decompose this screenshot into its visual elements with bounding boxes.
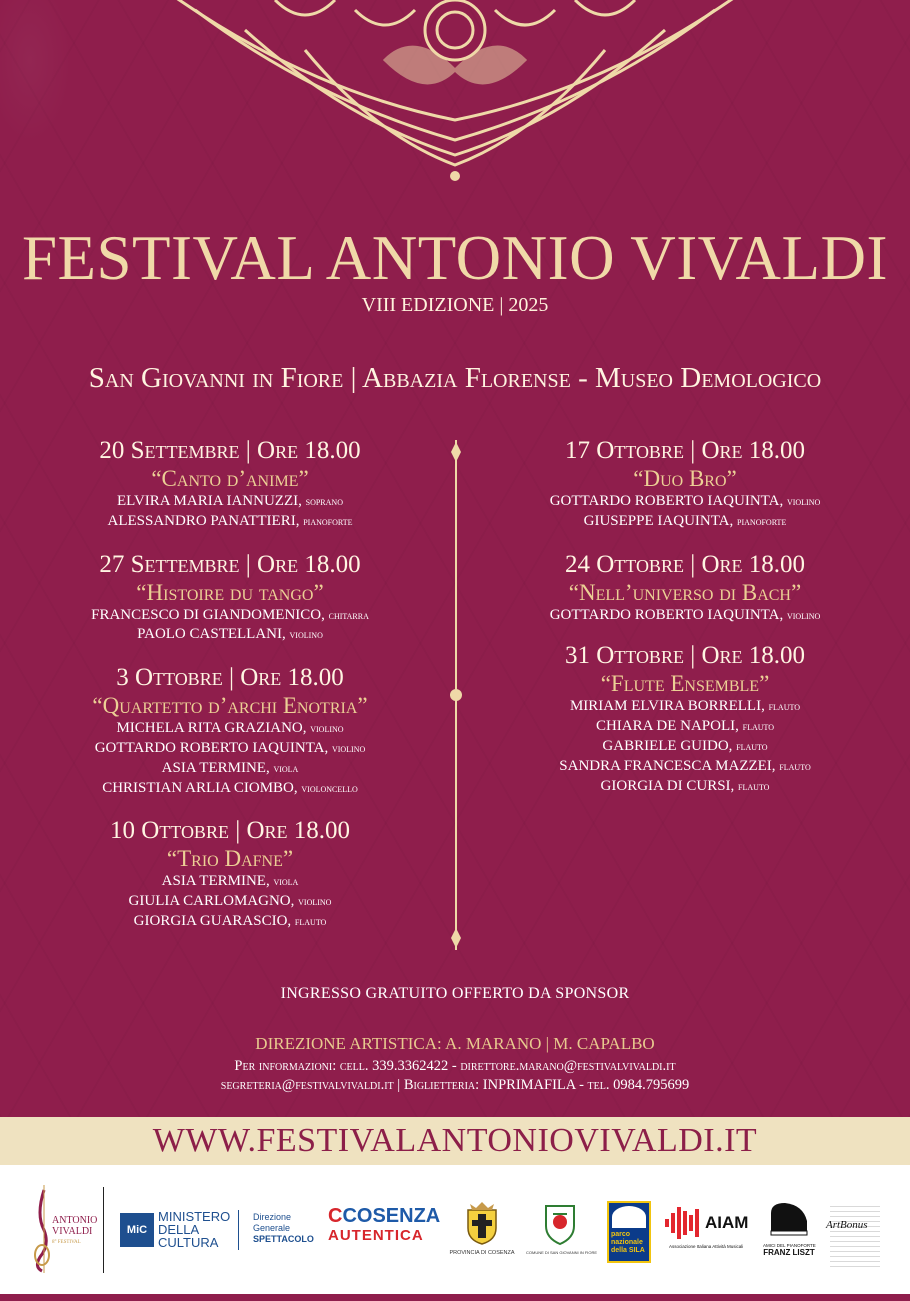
performer-line: MICHELA RITA GRAZIANO, violino (116, 720, 344, 737)
logo-text: ArtBonus (826, 1219, 868, 1231)
performer-line: GOTTARDO ROBERTO IAQUINTA, violino (549, 493, 821, 509)
logo-text: SPETTACOLO (253, 1234, 314, 1244)
performer-line: GIULIA CARLOMAGNO, violino (128, 893, 332, 910)
sponsor-divider (103, 1187, 104, 1273)
performer-line: SANDRA FRANCESCA MAZZEI, flauto (559, 757, 811, 774)
performer-line: ASIA TERMINE, viola (161, 873, 299, 890)
logo-text: COSENZA (342, 1205, 441, 1227)
sila-mountain-icon (612, 1206, 646, 1228)
free-entry-note: INGRESSO GRATUITO OFFERTO DA SPONSOR (280, 985, 630, 1002)
logo-text: MINISTERO (158, 1209, 231, 1224)
logo-text: 8° FESTIVAL (52, 1240, 81, 1245)
logo-text: VIVALDI (52, 1226, 93, 1237)
performer-line: GIORGIA DI CURSI, flauto (600, 777, 770, 794)
event-item (40, 663, 420, 798)
logo-text: AIAM (705, 1213, 749, 1232)
performer-line: GOTTARDO ROBERTO IAQUINTA, violino (549, 606, 821, 623)
logo-text: parco (611, 1231, 631, 1238)
performer-line: GIUSEPPE IAQUINTA, pianoforte (583, 512, 787, 529)
performer-line: MIRIAM ELVIRA BORRELLI, flauto (569, 698, 801, 715)
logo-text: Direzione (253, 1212, 292, 1222)
program-left-column (40, 436, 420, 950)
event-date: 27 Settembre | Ore 18.00 (99, 550, 361, 578)
logo-text: AUTENTICA (328, 1227, 424, 1244)
performer-line: CHIARA DE NAPOLI, flauto (595, 718, 775, 735)
logo-text: Generale (253, 1223, 291, 1233)
performer-line: ASIA TERMINE, viola (161, 759, 299, 776)
logo-text: DELLA (158, 1222, 200, 1237)
logo-caption: PROVINCIA DI COSENZA (449, 1250, 515, 1256)
event-item (40, 436, 420, 532)
performer-line: PAOLO CASTELLANI, violino (137, 626, 323, 643)
event-title: “Histoire du tango” (136, 579, 324, 605)
contact-info-line: Per informazioni: cell. 339.3362422 - direttore.marano@festivalvivaldi.it (234, 1058, 676, 1074)
event-title: “Canto d’anime” (151, 466, 309, 491)
grand-piano-icon (767, 1201, 811, 1239)
program-right-column (495, 436, 875, 814)
event-date: 20 Settembre | Ore 18.00 (99, 437, 361, 464)
performer-line: ELVIRA MARIA IANNUZZI, soprano (117, 493, 343, 509)
performer-line: GOTTARDO ROBERTO IAQUINTA, violino (94, 739, 366, 756)
performer-line: FRANCESCO DI GIANDOMENICO, chitarra (91, 606, 369, 623)
logo-text: della SILA (611, 1247, 645, 1254)
event-title: “Duo Bro” (633, 466, 737, 491)
performer-line: GABRIELE GUIDO, flauto (602, 737, 768, 754)
mic-icon: MiC (120, 1213, 154, 1247)
event-item (495, 641, 875, 796)
event-title: “Flute Ensemble” (600, 671, 770, 697)
event-date: 17 Ottobre | Ore 18.00 (564, 437, 806, 464)
venue-label: San Giovanni in Fiore | Abbazia Florense - Museo Demologico (88, 362, 822, 394)
logo-text: CULTURA (158, 1235, 219, 1250)
performer-line: GIORGIA GUARASCIO, flauto (133, 912, 327, 929)
sponsor-strip (0, 1165, 910, 1294)
coat-of-arms-icon (460, 1200, 504, 1246)
bottom-bar (0, 1294, 910, 1301)
logo-divider (238, 1210, 239, 1250)
franz-liszt-logo (763, 1201, 815, 1265)
ministero-cultura-logo (120, 1210, 320, 1250)
timeline-divider-icon (446, 440, 466, 950)
logo-text: nazionale (611, 1239, 643, 1246)
event-item (40, 550, 420, 646)
parco-sila-logo (607, 1201, 651, 1263)
event-title: “Nell’universo di Bach” (568, 579, 802, 605)
event-item (495, 550, 875, 626)
provincia-cosenza-logo (446, 1200, 518, 1262)
logo-text: FRANZ LISZT (763, 1248, 815, 1257)
script-texture-icon (830, 1203, 880, 1267)
cosenza-autentica-logo: CCOSENZA AUTENTICA (328, 1205, 441, 1244)
logo-caption: Associazione Italiana Attività Musicali (669, 1244, 744, 1249)
logo-text: ANTONIO (52, 1215, 98, 1226)
logo-text: AMICI DEL PIANOFORTE (763, 1243, 816, 1248)
logo-caption: COMUNE DI SAN GIOVANNI IN FIORE (526, 1250, 598, 1255)
aiam-logo (665, 1205, 755, 1255)
event-date: 31 Ottobre | Ore 18.00 (564, 642, 806, 670)
event-title: “Quartetto d’archi Enotria” (92, 693, 368, 719)
coat-of-arms-icon (541, 1200, 579, 1246)
event-date: 10 Ottobre | Ore 18.00 (109, 817, 351, 845)
performer-line: CHRISTIAN ARLIA CIOMBO, violoncello (102, 779, 358, 796)
event-item (40, 816, 420, 931)
event-date: 24 Ottobre | Ore 18.00 (564, 550, 806, 578)
festival-title: FESTIVAL ANTONIO VIVALDI (21, 223, 889, 293)
artistic-direction: DIREZIONE ARTISTICA: A. MARANO | M. CAPALBO (255, 1034, 655, 1053)
vivaldi-festival-logo (26, 1185, 96, 1275)
performer-line: ALESSANDRO PANATTIERI, pianoforte (107, 512, 353, 529)
website-link[interactable]: WWW.FESTIVALANTONIOVIVALDI.IT (152, 1122, 758, 1159)
edition-label: VIII EDIZIONE | 2025 (361, 294, 549, 316)
contact-info-line: segreteria@festivalvivaldi.it | Biglietteria: INPRIMAFILA - tel. 0984.795699 (220, 1077, 690, 1093)
event-item (495, 436, 875, 532)
comune-san-giovanni-logo (526, 1200, 598, 1262)
event-title: “Trio Dafne” (166, 846, 294, 872)
soundwave-icon (665, 1205, 705, 1241)
mandala-ornament-icon (155, 0, 755, 185)
artbonus-logo (826, 1195, 884, 1271)
event-date: 3 Ottobre | Ore 18.00 (116, 664, 344, 692)
website-band (0, 1117, 910, 1165)
